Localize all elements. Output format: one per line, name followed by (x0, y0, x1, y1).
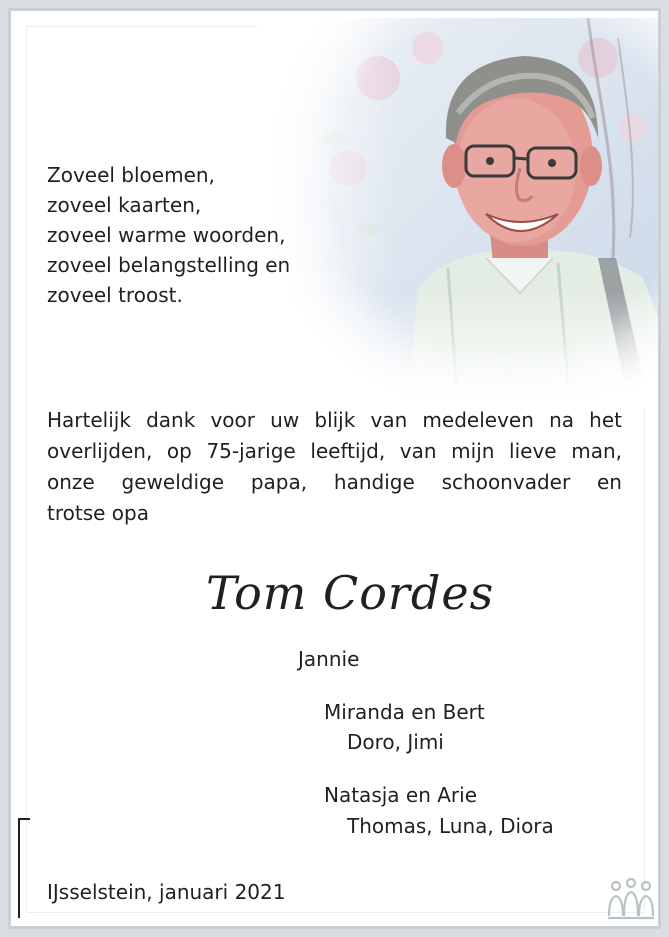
thanks-line: overlijden, op 75-jarige leeftijd, van mijn lieve man, (47, 439, 622, 463)
place-date: IJsselstein, januari 2021 (47, 880, 286, 904)
poem-line: zoveel kaarten, (47, 193, 202, 217)
corner-bracket (18, 818, 28, 918)
deceased-name: Tom Cordes (206, 566, 495, 620)
poem-line: zoveel troost. (47, 283, 183, 307)
poem-line: zoveel belangstelling en (47, 253, 291, 277)
family-grandchildren-1: Doro, Jimi (347, 730, 444, 754)
family-grandchildren-2: Thomas, Luna, Diora (347, 814, 554, 838)
thanks-line: Hartelijk dank voor uw blijk van medeleven na het (47, 408, 622, 432)
poem-line: zoveel warme woorden, (47, 223, 286, 247)
family-child-2: Natasja en Arie (324, 783, 478, 807)
thanks-line: trotse opa (47, 501, 149, 525)
thanks-line: onze geweldige papa, handige schoonvader en (47, 470, 622, 494)
family-logo-icon (606, 878, 656, 920)
family-child-1: Miranda en Bert (324, 700, 485, 724)
poem-line: Zoveel bloemen, (47, 163, 215, 187)
memorial-card (8, 8, 661, 929)
thanks-paragraph (47, 405, 622, 529)
poem (47, 160, 367, 310)
family-spouse: Jannie (298, 647, 360, 671)
